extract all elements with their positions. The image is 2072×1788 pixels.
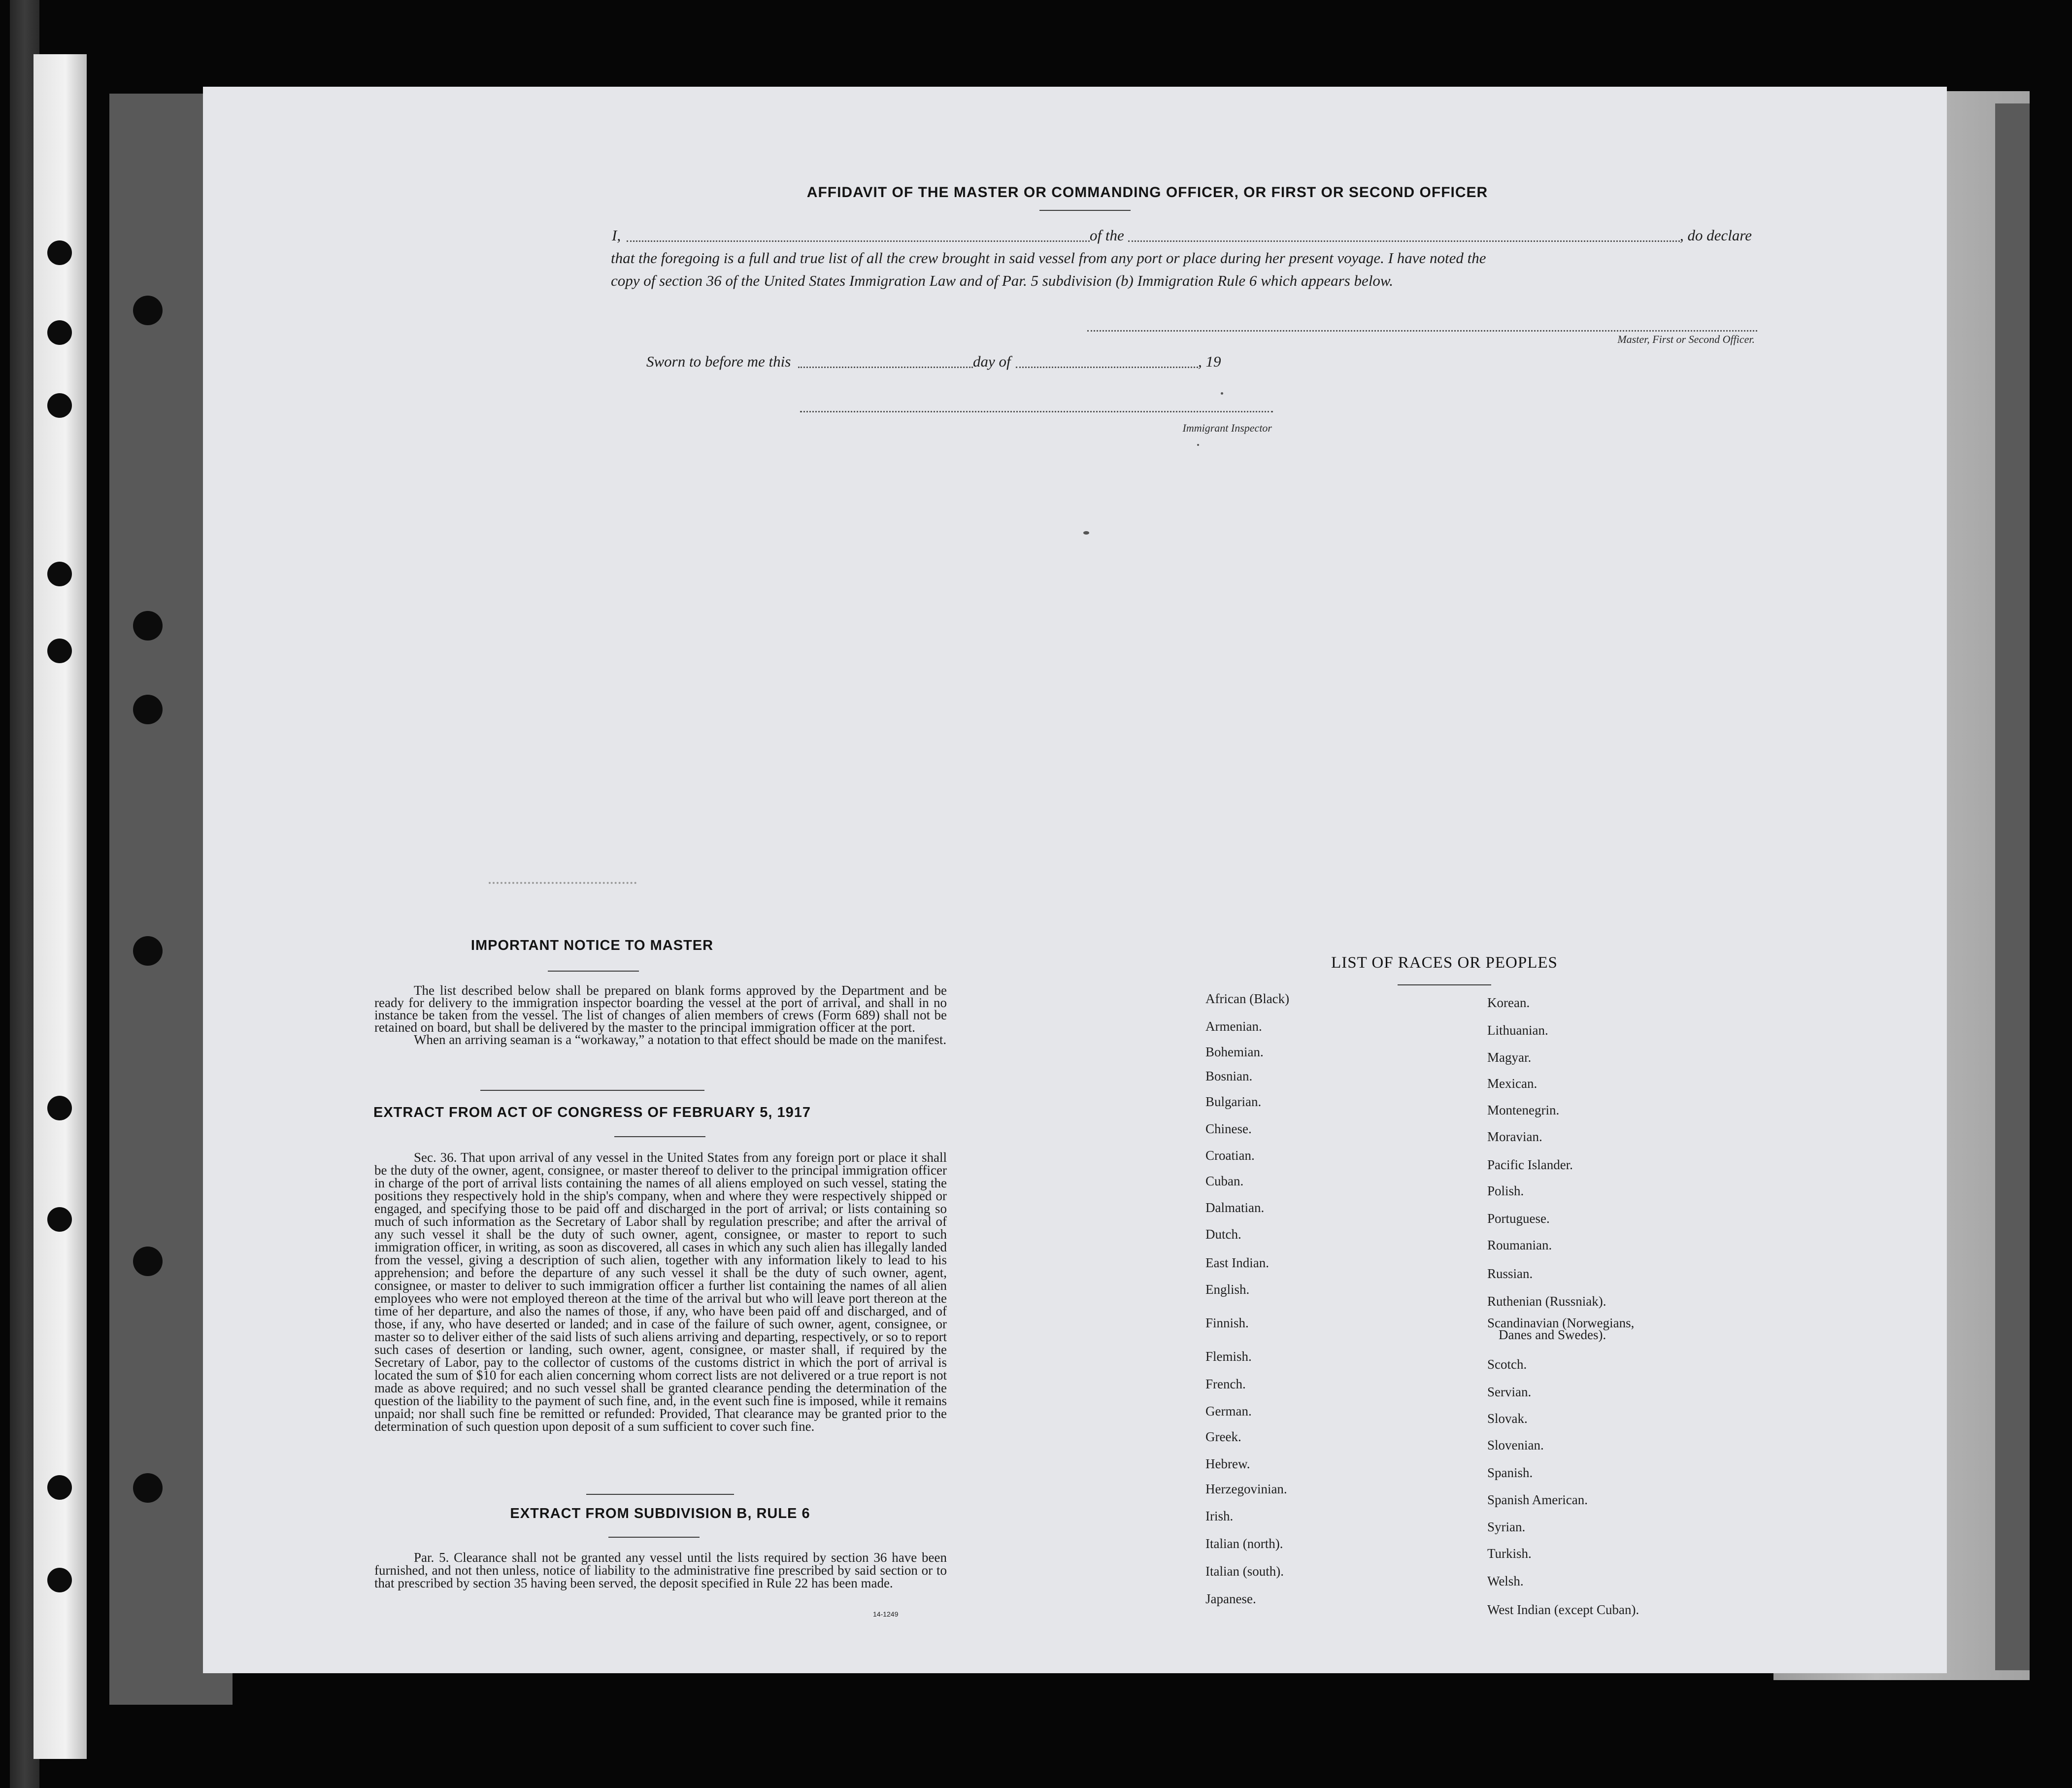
master-signature-line[interactable] <box>1087 330 1757 332</box>
notice-para-2: When an arriving seaman is a “workaway,” a notation to that effect should be made on the manifest. <box>414 1032 947 1047</box>
punch-hole <box>133 611 163 641</box>
race-item: Magyar. <box>1487 1050 1532 1065</box>
act-extract-body <box>374 1151 947 1433</box>
race-item: Dutch. <box>1205 1227 1241 1242</box>
punch-hole <box>133 296 163 325</box>
race-item: Polish. <box>1487 1183 1524 1198</box>
act-rule <box>614 1136 705 1137</box>
print-speck <box>1083 531 1089 535</box>
race-item: Armenian. <box>1205 1019 1262 1034</box>
race-item: Flemish. <box>1205 1349 1252 1364</box>
race-item: Russian. <box>1487 1266 1533 1281</box>
race-item: African (Black) <box>1205 991 1290 1006</box>
underlying-sheet-edge <box>1995 103 2030 1670</box>
race-item: Scotch. <box>1487 1357 1527 1372</box>
affidavit-title: AFFIDAVIT OF THE MASTER OR COMMANDING OFFICER, OR FIRST OR SECOND OFFICER <box>806 184 1488 201</box>
race-item: Italian (north). <box>1205 1536 1283 1551</box>
race-item: Korean. <box>1487 995 1530 1010</box>
punch-hole <box>133 1473 163 1503</box>
affidavit-prefix-i: I, <box>612 227 621 244</box>
act-extract-title: EXTRACT FROM ACT OF CONGRESS OF FEBRUARY 5, 1917 <box>373 1105 811 1120</box>
race-item: Roumanian. <box>1487 1238 1552 1252</box>
race-item: Finnish. <box>1205 1316 1249 1330</box>
form-number: 14-1249 <box>873 1610 899 1618</box>
punch-hole <box>47 639 72 663</box>
punch-hole <box>47 562 72 586</box>
punch-hole <box>133 1247 163 1276</box>
punch-hole <box>47 1568 72 1592</box>
race-item: Lithuanian. <box>1487 1023 1548 1038</box>
race-item: Hebrew. <box>1205 1456 1250 1471</box>
punch-hole <box>47 1207 72 1232</box>
faint-dots <box>489 880 636 884</box>
race-item: Ruthenian (Russniak). <box>1487 1294 1606 1309</box>
race-item: Dalmatian. <box>1205 1200 1265 1215</box>
name-field-line[interactable] <box>627 240 1090 242</box>
form-page <box>203 87 1947 1673</box>
race-item: Welsh. <box>1487 1574 1524 1588</box>
punch-hole <box>47 1475 72 1500</box>
race-item: Greek. <box>1205 1429 1241 1444</box>
race-item: West Indian (except Cuban). <box>1487 1602 1639 1617</box>
race-item: Italian (south). <box>1205 1564 1284 1579</box>
master-signature-label: Master, First or Second Officer. <box>1617 333 1755 345</box>
notice-rule <box>548 971 639 972</box>
notice-para-1: The list described below shall be prepared on blank forms approved by the Department and be ready for delivery to the immigration inspector boarding the vessel at the port of arrival, and shall in no instance be taken from the vessel. The list of changes of alien members of crews (Form 689) shall not be retained on board, but shall be delivered by the master to the principal immigration officer at the port. <box>374 983 947 1035</box>
punched-edge-sheet <box>33 54 87 1759</box>
race-item: English. <box>1205 1282 1250 1297</box>
inspector-label: Immigrant Inspector <box>1182 422 1272 434</box>
punch-hole <box>47 1096 72 1120</box>
punch-hole <box>47 393 72 418</box>
race-item: Chinese. <box>1205 1121 1252 1136</box>
race-item: Bosnian. <box>1205 1069 1253 1083</box>
vessel-field-line[interactable] <box>1128 240 1680 242</box>
rule-rule <box>608 1537 700 1538</box>
sworn-month-line[interactable] <box>1016 367 1198 368</box>
race-item: Spanish American. <box>1487 1492 1588 1507</box>
race-item: Portuguese. <box>1487 1211 1550 1226</box>
affidavit-of-the: of the <box>1090 227 1124 244</box>
punch-hole <box>47 320 72 345</box>
rule-extract-title: EXTRACT FROM SUBDIVISION B, RULE 6 <box>510 1506 810 1521</box>
title-rule <box>1039 210 1131 211</box>
race-item: Mexican. <box>1487 1076 1537 1091</box>
section-divider <box>480 1090 704 1091</box>
race-item: Croatian. <box>1205 1148 1255 1163</box>
affidavit-do-declare: , do declare <box>1680 227 1752 244</box>
race-item: Slovak. <box>1487 1411 1528 1426</box>
par-5-text: Par. 5. Clearance shall not be granted any vessel until the lists required by section 36 have been furnished, and not then unless, notice of liability to the administrative fine prescribed by said section or to that prescribed by section 35 having been served, the deposit specified in Rule 22 has been made. <box>374 1550 947 1590</box>
race-item: Scandinavian (Norwegians, <box>1487 1316 1635 1330</box>
section-divider <box>586 1494 734 1495</box>
rule-extract-body <box>374 1551 947 1589</box>
sworn-day-line[interactable] <box>798 367 973 368</box>
race-item: German. <box>1205 1404 1252 1418</box>
affidavit-line3: copy of section 36 of the United States Immigration Law and of Par. 5 subdivision (b) Immigration Rule 6 which appears below. <box>611 272 1394 289</box>
sworn-year-prefix: , 19 <box>1198 353 1221 370</box>
races-title: LIST OF RACES OR PEOPLES <box>1331 954 1558 972</box>
race-item: East Indian. <box>1205 1255 1269 1270</box>
race-item: Servian. <box>1487 1384 1532 1399</box>
section-36-text: Sec. 36. That upon arrival of any vessel in the United States from any foreign port or place it shall be the duty of the owner, agent, consignee, or master thereof to deliver to the principal immigration officer in charge of the port of arrival lists containing the names of all aliens employed on such vessel, stating the positions they respectively hold in the ship's company, when and where they were respectively shipped or engaged, and specifying those to be paid off and discharged in the port of arrival; or lists containing so much of such information as the Secretary of Labor shall by regulation prescribe; and after the arrival of any such vessel it shall be the duty of such owner, agent, consignee, or master to report to such immigration officer, in writing, as soon as discovered, all cases in which any such alien has illegally landed from the vessel, giving a description of such alien, together with any information likely to lead to his apprehension; and before the departure of any such vessel it shall be the duty of such owner, agent, consignee, or master to deliver to such immigration officer a further list containing the names of all alien employees who were not employed thereon at the time of the arrival but who will leave port thereon at the time of her departure, and also the names of those, if any, who have been paid off and discharged, and of those, if any, who have deserted or landed; and in case of the failure of such owner, agent, consignee, or master so to deliver either of the said lists of such aliens arriving and departing, respectively, or so to report such cases of desertion or landing, such owner, agent, consignee, or master shall, if required by the Secretary of Labor, pay to the collector of customs of the customs district in which the port of arrival is located the sum of $10 for each alien concerning whom correct lists are not delivered or a true report is not made as above required; and no such vessel shall be granted clearance pending the determination of the question of the liability to the payment of such fine, and, in the event such fine is imposed, while it remains unpaid; nor shall such fine be remitted or refunded: Provided, That clearance may be granted prior to the determination of such question upon deposit of a sum sufficient to cover such fine. <box>374 1150 947 1434</box>
print-speck <box>1221 392 1223 395</box>
race-item: Slovenian. <box>1487 1438 1544 1452</box>
notice-title: IMPORTANT NOTICE TO MASTER <box>470 938 714 953</box>
notice-body <box>374 984 947 1046</box>
sworn-day-of: day of <box>973 353 1011 370</box>
race-item: Turkish. <box>1487 1546 1532 1561</box>
punch-hole <box>47 240 72 265</box>
race-item: Bohemian. <box>1205 1045 1264 1059</box>
race-item: Syrian. <box>1487 1519 1526 1534</box>
race-item: French. <box>1205 1377 1246 1391</box>
race-item: Moravian. <box>1487 1129 1542 1144</box>
print-speck <box>1197 444 1199 446</box>
affidavit-line2: that the foregoing is a full and true list of all the crew brought in said vessel from any port or place during her present voyage. I have noted the <box>611 249 1486 267</box>
inspector-signature-line[interactable] <box>800 411 1273 412</box>
race-item: Herzegovinian. <box>1205 1482 1287 1496</box>
race-item: Spanish. <box>1487 1465 1533 1480</box>
races-rule <box>1398 984 1491 985</box>
punch-hole <box>133 936 163 966</box>
race-item: Japanese. <box>1205 1591 1256 1606</box>
race-item: Pacific Islander. <box>1487 1157 1573 1172</box>
punch-hole <box>133 695 163 724</box>
race-item-continuation: Danes and Swedes). <box>1499 1327 1606 1342</box>
race-item: Bulgarian. <box>1205 1094 1262 1109</box>
race-item: Irish. <box>1205 1509 1234 1523</box>
sworn-prefix: Sworn to before me this <box>646 353 791 370</box>
race-item: Montenegrin. <box>1487 1103 1560 1117</box>
race-item: Cuban. <box>1205 1174 1244 1188</box>
